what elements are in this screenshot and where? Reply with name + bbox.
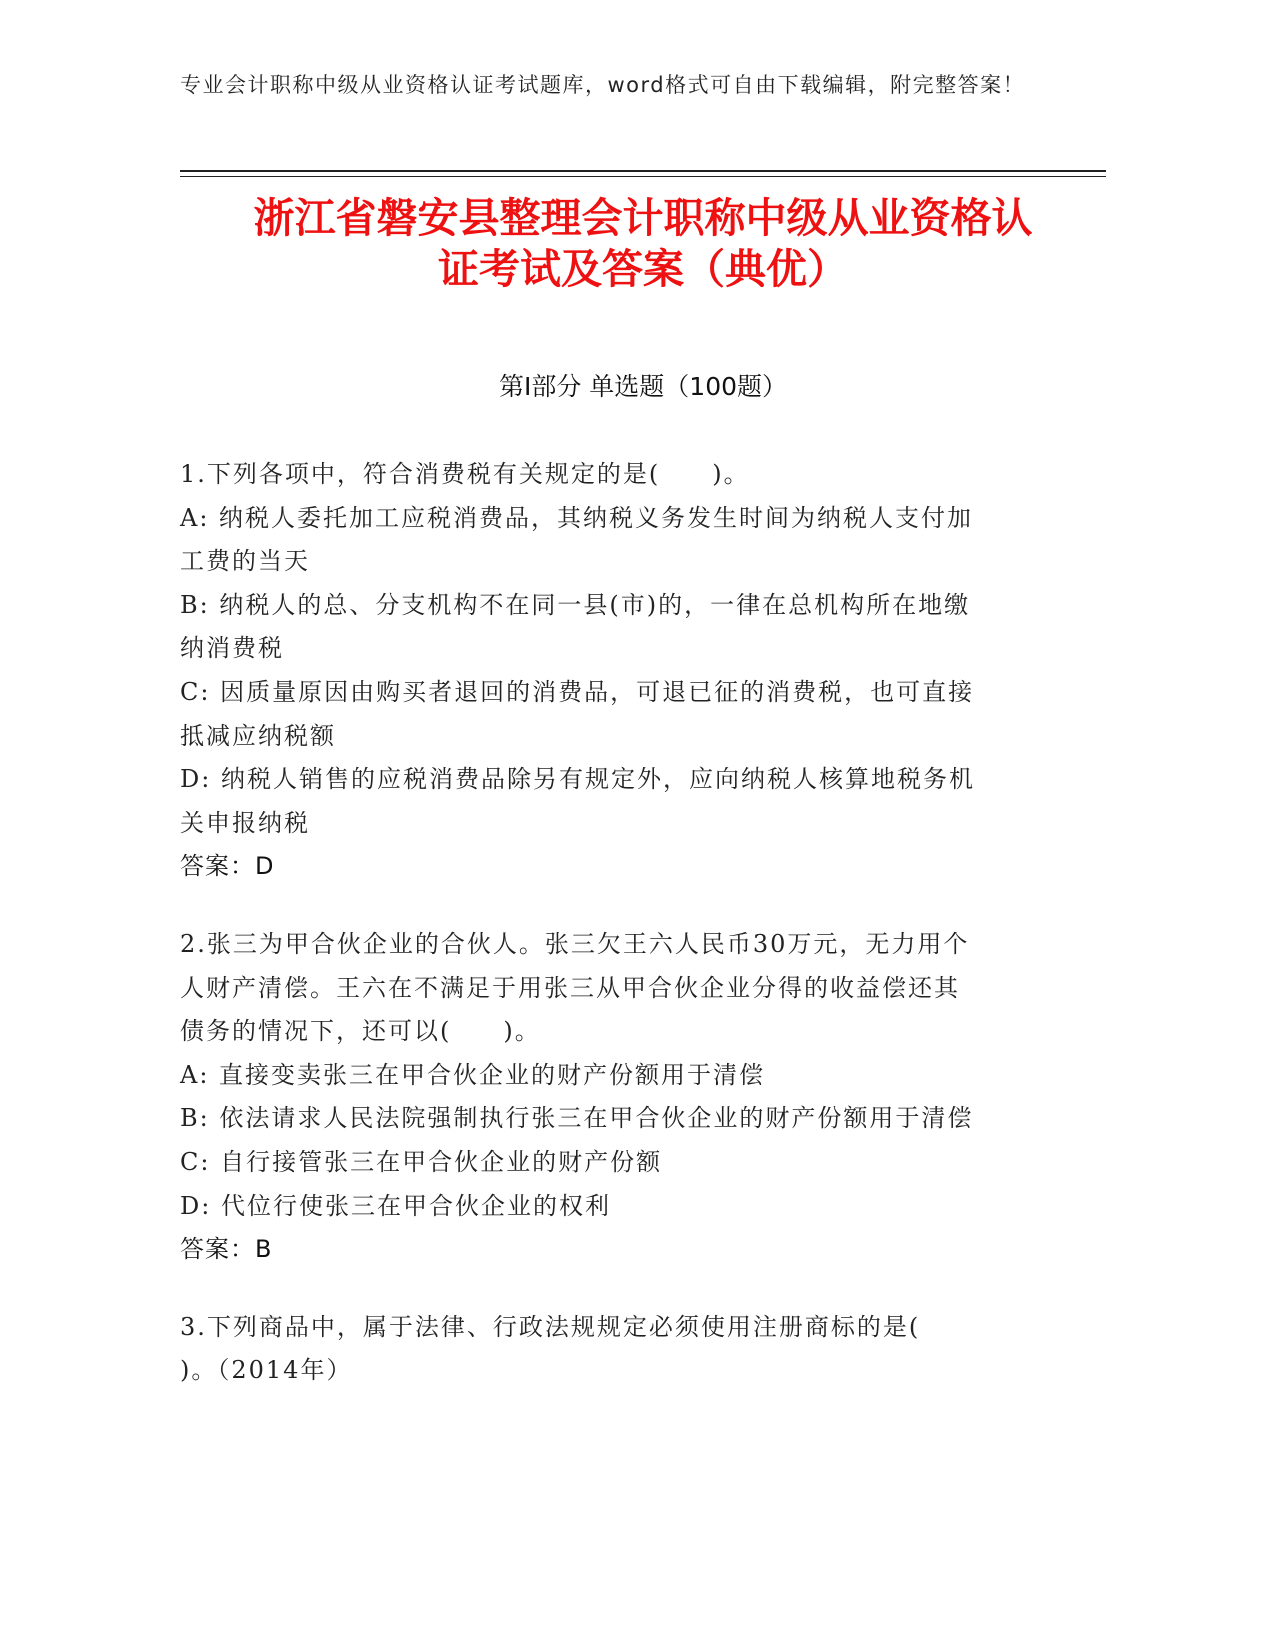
question-1-answer: 答案：D — [180, 852, 275, 881]
question-2-answer: 答案：B — [180, 1235, 273, 1264]
question-1-option-a: A: 纳税人委托加工应税消费品，其纳税义务发生时间为纳税人支付加 — [180, 503, 974, 532]
question-2-stem-cont-1: 人财产清偿。王六在不满足于用张三从甲合伙企业分得的收益偿还其 — [180, 973, 960, 1002]
question-1-option-b: B: 纳税人的总、分支机构不在同一县(市)的，一律在总机构所在地缴 — [180, 590, 971, 619]
header-divider-thick — [180, 170, 1106, 172]
document-title — [180, 193, 1106, 295]
question-3-stem: 3.下列商品中，属于法律、行政法规规定必须使用注册商标的是( — [180, 1312, 921, 1341]
question-1-option-c-cont: 抵减应纳税额 — [180, 721, 336, 750]
question-2 — [180, 923, 1040, 1272]
question-2-option-a: A: 直接变卖张三在甲合伙企业的财产份额用于清偿 — [180, 1060, 766, 1089]
question-2-option-d: D: 代位行使张三在甲合伙企业的权利 — [180, 1191, 611, 1220]
section-title: 第Ⅰ部分 单选题（100题） — [498, 372, 788, 401]
question-3 — [180, 1306, 1040, 1393]
header-note: 专业会计职称中级从业资格认证考试题库，word格式可自由下载编辑，附完整答案！ — [180, 73, 1026, 97]
question-2-option-c: C: 自行接管张三在甲合伙企业的财产份额 — [180, 1147, 663, 1176]
question-1 — [180, 453, 1040, 889]
document-page — [180, 0, 1106, 1650]
document-title-line-2: 证考试及答案（典优） — [438, 245, 848, 293]
question-2-stem: 2.张三为甲合伙企业的合伙人。张三欠王六人民币30万元，无力用个 — [180, 929, 970, 958]
question-list — [180, 453, 1040, 1427]
question-1-option-d: D: 纳税人销售的应税消费品除另有规定外，应向纳税人核算地税务机 — [180, 765, 975, 794]
question-1-stem: 1.下列各项中，符合消费税有关规定的是( )。 — [180, 460, 750, 488]
question-2-option-b: B: 依法请求人民法院强制执行张三在甲合伙企业的财产份额用于清偿 — [180, 1104, 974, 1133]
question-2-stem-cont-2: 债务的情况下，还可以( )。 — [180, 1017, 541, 1046]
question-1-option-c: C: 因质量原因由购买者退回的消费品，可退已征的消费税，也可直接 — [180, 677, 975, 706]
question-1-option-b-cont: 纳消费税 — [180, 634, 284, 663]
document-title-line-1: 浙江省磐安县整理会计职称中级从业资格认 — [253, 194, 1033, 242]
header-divider-thin — [180, 176, 1106, 177]
question-3-stem-cont: )。（2014年） — [180, 1356, 353, 1385]
question-1-option-a-cont: 工费的当天 — [180, 547, 310, 576]
question-1-option-d-cont: 关申报纳税 — [180, 808, 310, 837]
